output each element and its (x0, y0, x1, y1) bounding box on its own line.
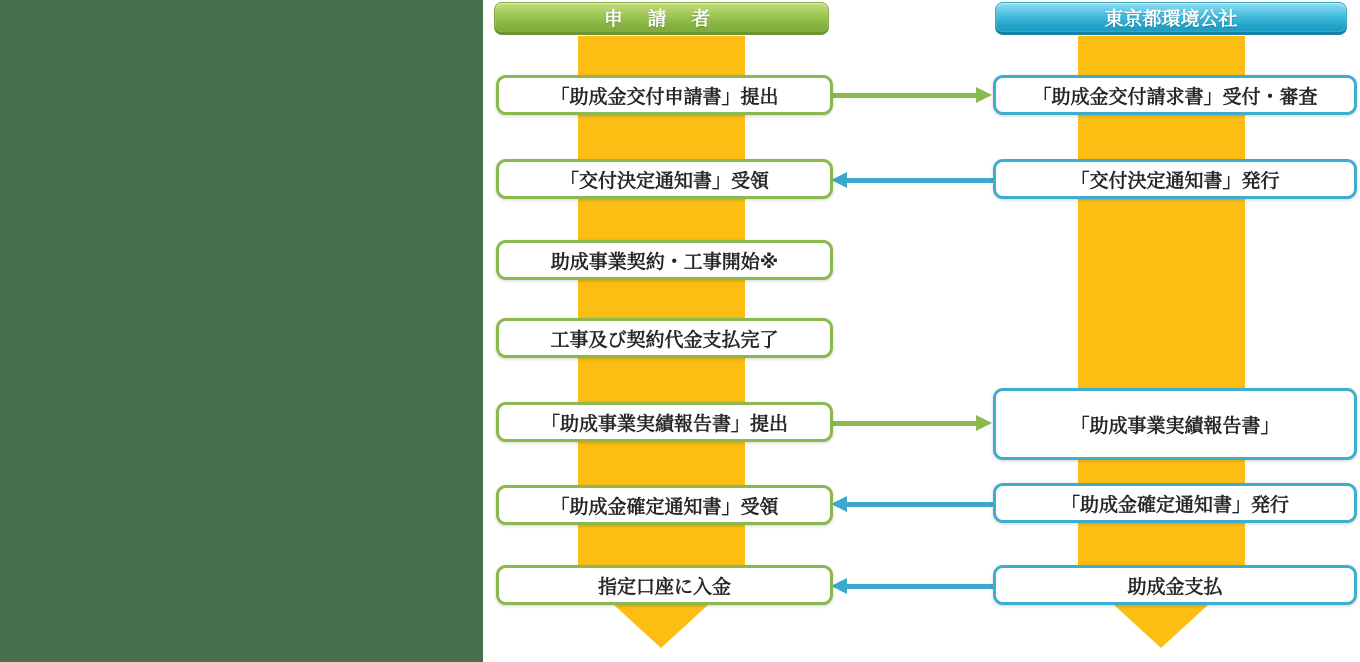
corporation-header: 東京都環境公社 (995, 2, 1347, 32)
step-issue-amount-confirmation: 「助成金確定通知書」発行 (993, 483, 1357, 523)
arrow-shaft (830, 93, 976, 98)
right-arrowhead-icon (976, 415, 992, 431)
arrow-shaft (830, 421, 976, 426)
step-submit-grant-application: 「助成金交付申請書」提出 (496, 75, 833, 115)
left-arrowhead-icon (831, 578, 847, 594)
step-receive-decision-notice: 「交付決定通知書」受領 (496, 159, 833, 199)
step-submit-performance-report: 「助成事業実績報告書」提出 (496, 402, 833, 442)
step-receive-and-review-request: 「助成金交付請求書」受付・審査 (993, 75, 1357, 115)
arrow-issue-decision-notice (831, 172, 993, 188)
arrow-submit-performance-report (830, 415, 992, 431)
step-performance-report: 「助成事業実績報告書」 (993, 388, 1357, 460)
arrow-shaft (847, 584, 993, 589)
arrow-shaft (847, 178, 993, 183)
right-arrowhead-icon (976, 87, 992, 103)
step-issue-decision-notice: 「交付決定通知書」発行 (993, 159, 1357, 199)
applicant-header: 申 請 者 (494, 2, 829, 32)
left-arrowhead-icon (831, 172, 847, 188)
arrow-issue-amount-confirmation (831, 496, 993, 512)
step-receive-amount-confirmation: 「助成金確定通知書」受領 (496, 485, 833, 525)
left-arrowhead-icon (831, 496, 847, 512)
left-green-panel (0, 0, 483, 662)
arrow-pay-subsidy (831, 578, 993, 594)
step-deposit-to-account: 指定口座に入金 (496, 565, 833, 605)
step-pay-subsidy: 助成金支払 (993, 565, 1357, 605)
arrow-submit-grant-application (830, 87, 992, 103)
step-construction-and-payment-complete: 工事及び契約代金支払完了 (496, 318, 833, 358)
arrow-shaft (847, 502, 993, 507)
step-contract-and-construction-start: 助成事業契約・工事開始※ (496, 240, 833, 280)
